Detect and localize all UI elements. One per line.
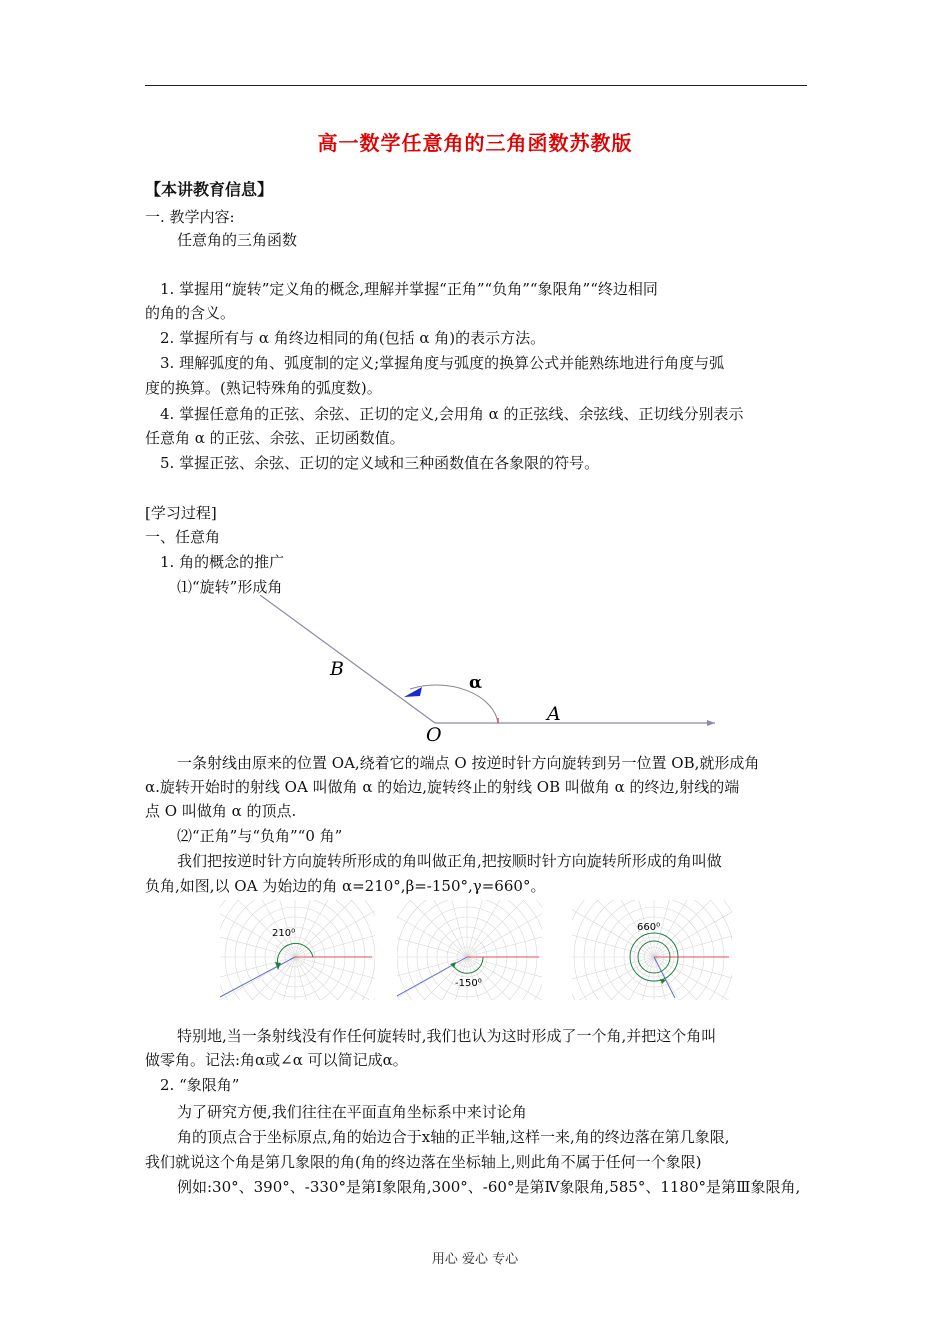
grid-spoke: [220, 957, 295, 988]
paragraph-line: 点 O 叫做角 α 的顶点.: [145, 802, 297, 820]
sub1a-heading: ⑴“旋转”形成角: [177, 578, 283, 596]
angle-label: 660⁰: [637, 922, 661, 933]
paragraph-line: 我们就说这个角是第几象限的角(角的终边落在坐标轴上,则此角不属于任何一个象限): [145, 1153, 702, 1171]
arc-arrowhead: [275, 962, 281, 970]
sub1-heading: 1. 角的概念的推广: [160, 553, 285, 571]
ray-OB: [260, 595, 435, 723]
paragraph-line: 特别地,当一条射线没有作任何旋转时,我们也认为这时形成了一个角,并把这个角叫: [177, 1027, 717, 1045]
teaching-content-topic: 任意角的三角函数: [177, 231, 298, 249]
grid-spoke: [654, 957, 714, 1000]
label-A: A: [547, 703, 561, 725]
section-header: 【本讲教育信息】: [145, 180, 274, 199]
objective-line: 4. 掌握任意角的正弦、余弦、正切的定义,会用角 α 的正弦线、余弦线、正切线分别表示: [160, 405, 744, 423]
polar-figure-neg150: [397, 900, 542, 1000]
paragraph-line: α.旋转开始时的射线 OA 叫做角 α 的始边,旋转终止的射线 OB 叫做角 α 的终边,射线的端: [145, 778, 740, 796]
rotation-angle-figure: [260, 595, 730, 745]
paragraph-line: 为了研究方便,我们往往在平面直角坐标系中来讨论角: [177, 1103, 527, 1121]
sub2-heading: 2. “象限角”: [160, 1076, 240, 1094]
paragraph-line: 做零角。记法:角α或∠α 可以简记成α。: [145, 1051, 408, 1069]
label-O: O: [426, 724, 442, 745]
polar-figure-210: [220, 900, 375, 1000]
label-alpha: α: [469, 673, 483, 693]
objective-line: 2. 掌握所有与 α 角终边相同的角(包括 α 角)的表示方法。: [160, 329, 546, 347]
grid-spoke: [654, 926, 732, 957]
objective-line: 度的换算。(熟记特殊角的弧度数)。: [145, 379, 382, 397]
objective-line: 3. 理解弧度的角、弧度制的定义;掌握角度与弧度的换算公式并能熟练地进行角度与弧: [160, 354, 725, 372]
grid-spoke: [295, 957, 375, 1000]
page-title: 高一数学任意角的三角函数苏教版: [317, 131, 633, 155]
page-footer: 用心 爱心 专心: [431, 1252, 519, 1267]
grid-spoke: [467, 926, 542, 957]
objective-line: 5. 掌握正弦、余弦、正切的定义域和三种函数值在各象限的符号。: [160, 454, 600, 472]
grid-spoke: [594, 957, 654, 1000]
polar-figure-660: [572, 900, 732, 1000]
grid-spoke: [295, 957, 375, 1000]
grid-spoke: [654, 957, 732, 988]
polar-grid: [572, 900, 732, 1000]
objective-line: 任意角 α 的正弦、余弦、正切函数值。: [145, 429, 405, 447]
paragraph-line: 负角,如图,以 OA 为始边的角 α=210°,β=-150°,γ=660°。: [145, 877, 546, 895]
paragraph-line: 例如:30°、390°、-330°是第Ⅰ象限角,300°、-60°是第Ⅳ象限角,585°、1180°是第Ⅲ象限角,: [177, 1178, 801, 1196]
angle-label: 210⁰: [272, 928, 296, 939]
paragraph-line: 一条射线由原来的位置 OA,绕着它的端点 O 按逆时针方向旋转到另一位置 OB,就形成角: [177, 754, 760, 772]
paragraph-line: 角的顶点合于坐标原点,角的始边合于x轴的正半轴,这样一来,角的终边落在第几象限,: [177, 1128, 730, 1146]
angle-alpha-arc: [410, 685, 498, 723]
angle-label: -150⁰: [455, 978, 482, 989]
grid-spoke: [397, 926, 467, 957]
paragraph-line: 我们把按逆时针方向旋转所形成的角叫做正角,把按顺时针方向旋转所形成的角叫做: [177, 852, 722, 870]
header-rule: [145, 85, 807, 86]
arc-arrowhead: [450, 962, 456, 968]
process-label: [学习过程]: [145, 504, 217, 522]
objective-line: 1. 掌握用“旋转”定义角的概念,理解并掌握“正角”“负角”“象限角”“终边相同: [160, 280, 658, 298]
grid-spoke: [295, 957, 355, 1000]
objective-line: 的角的含义。: [145, 304, 236, 322]
teaching-content-heading: 一. 教学内容:: [145, 208, 235, 226]
grid-spoke: [235, 957, 295, 1000]
label-B: B: [330, 658, 344, 680]
sub1b-heading: ⑵“正角”与“负角”“0 角”: [177, 827, 343, 845]
ray-OA-arrow: [707, 720, 715, 726]
part1-heading: 一、任意角: [145, 528, 221, 546]
